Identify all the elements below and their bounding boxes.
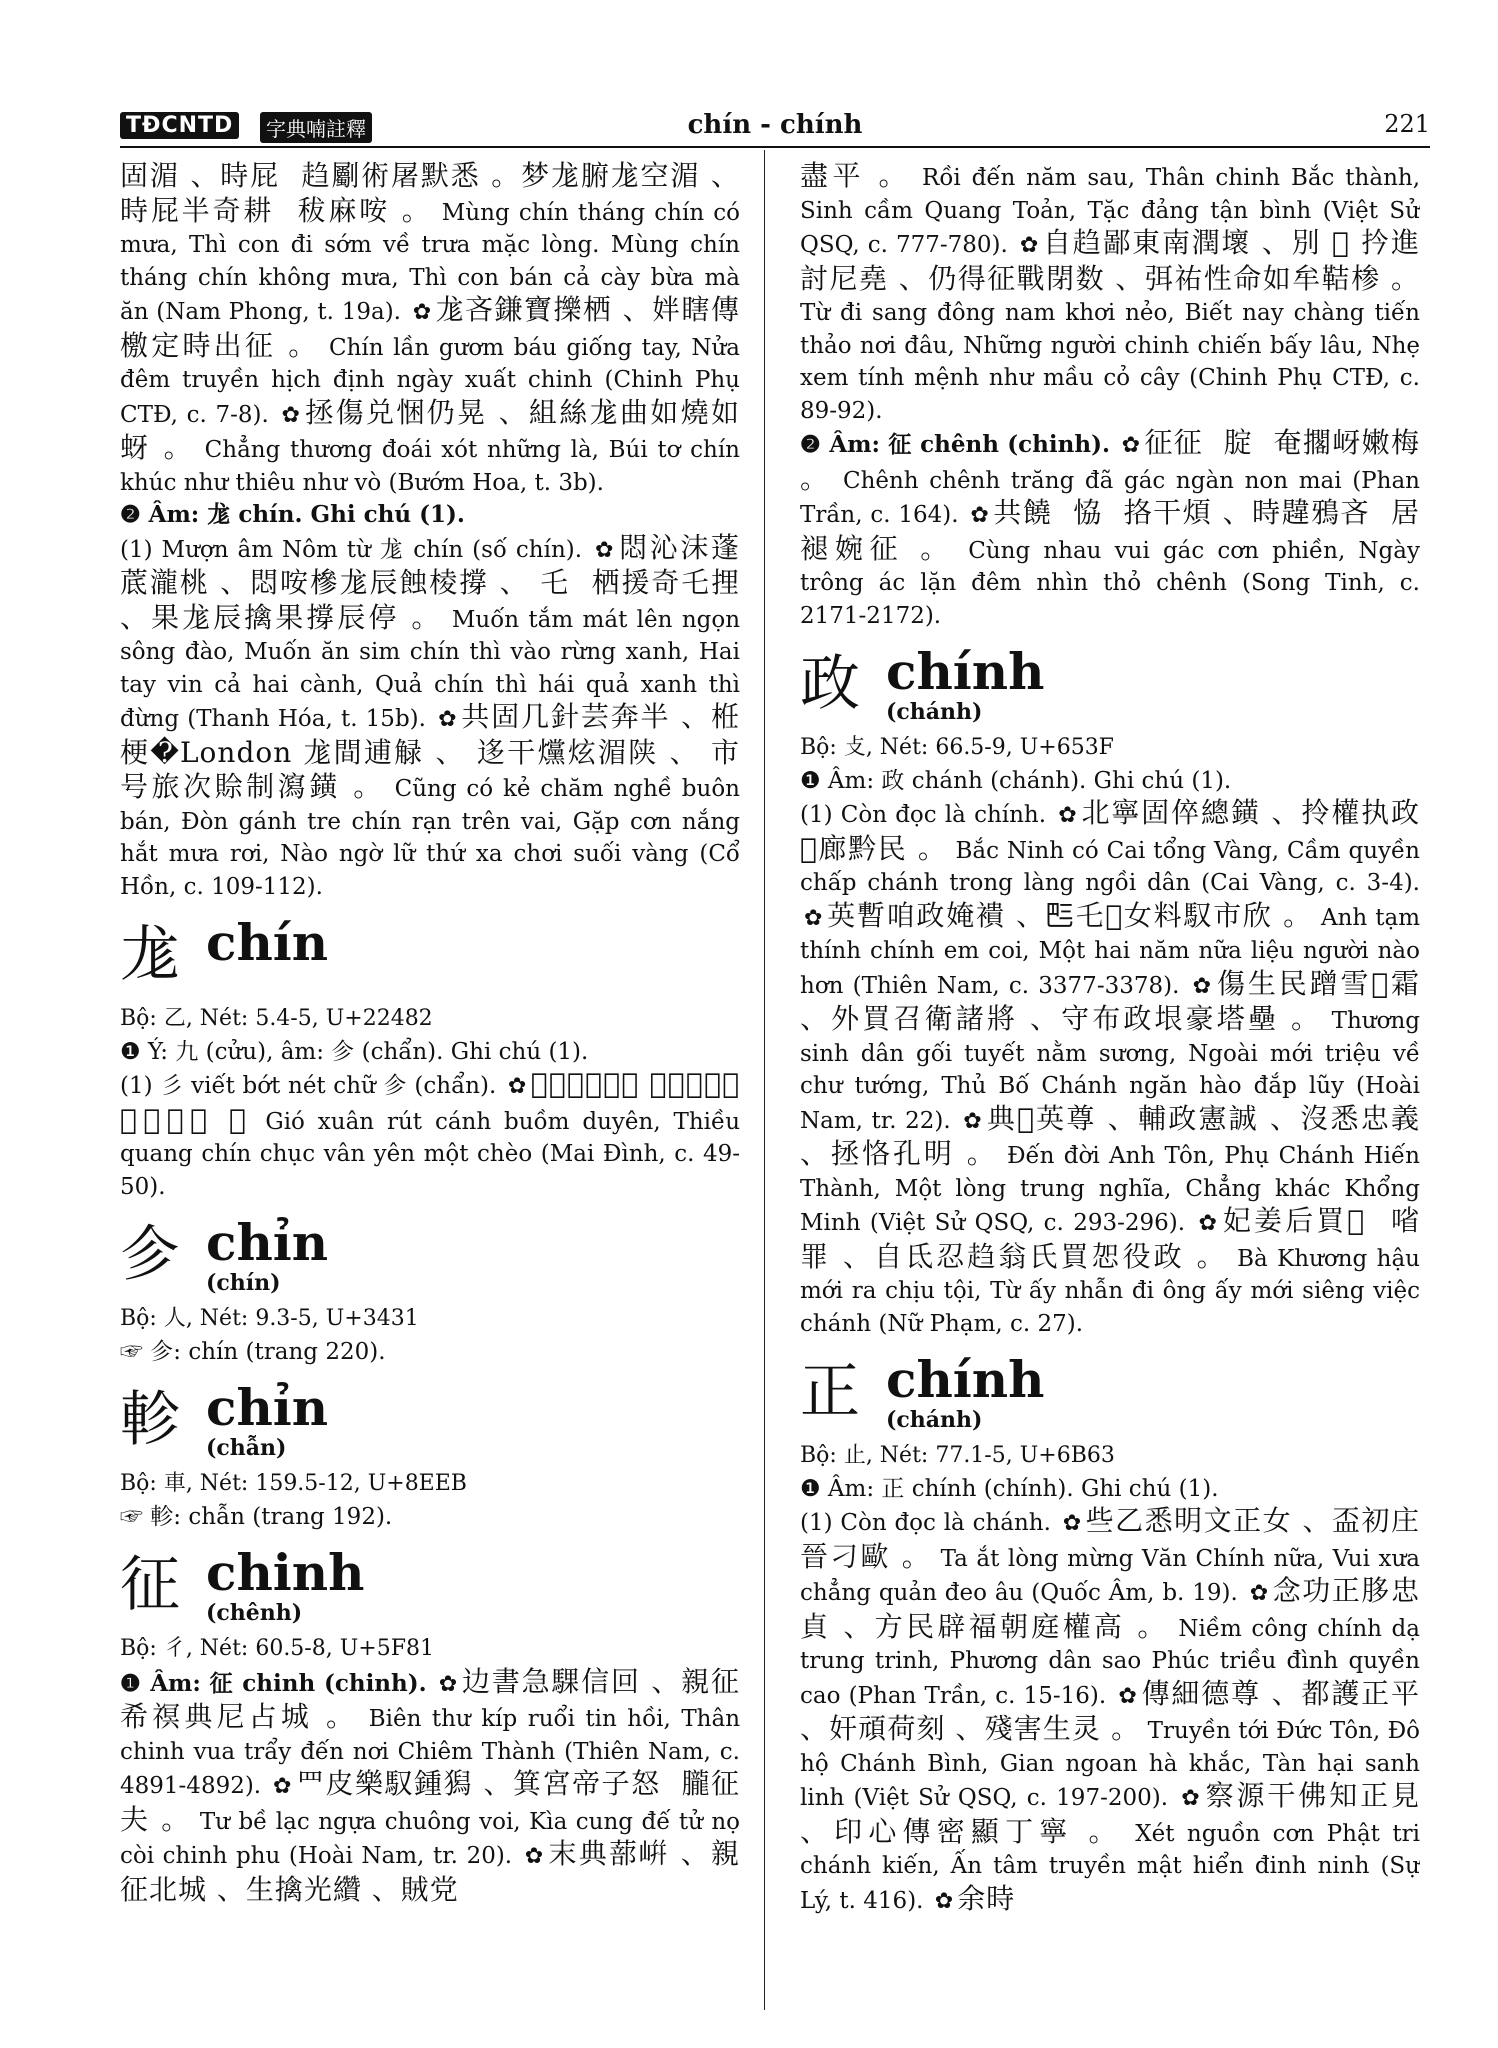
entry-chinh: [120, 1545, 740, 1908]
flower-icon: ✿: [281, 402, 302, 428]
entry-meta: Bộ: 攴, Nét: 66.5-9, U+653F: [800, 735, 1114, 760]
entry-character: 尨: [120, 920, 180, 990]
sense-note: (1) 彡 viết bớt nét chữ 㐱 (chẩn). ✿ 𩙌春捽翅帆緣 、韶光尨㥀雲煙沒𨖅 。 Gió xuân rút cánh buồm duyên, Thiều quang chín chục vân yên một chèo (Mai Đình, c. 49-50).: [120, 1067, 740, 1200]
headword-alt: (chín): [206, 1270, 281, 1296]
flower-icon: ✿: [1058, 803, 1078, 828]
page-header: [120, 110, 1430, 148]
flower-icon: ✿: [1019, 233, 1040, 258]
flower-icon: ✿: [970, 503, 990, 528]
sense: ❶ Âm: 正 chính (chính). Ghi chú (1).: [800, 1475, 1219, 1502]
flower-icon: ✿: [272, 1774, 292, 1799]
cross-reference: ☞ 㐱: chín (trang 220).: [120, 1338, 386, 1365]
entry-meta: Bộ: 止, Nét: 77.1-5, U+6B63: [800, 1443, 1115, 1468]
headword: chín: [206, 913, 329, 972]
flower-icon: ✿: [1118, 1683, 1138, 1709]
continued-example: 固湄 、時屁 ​​ 趋劚術屠默悉 。梦尨腑尨空湄 、時屁半奇耕 ​​ 秡麻咹 。 Mùng chín tháng chín có mưa, Thì con đi sớm về trưa mặc lòng. Mùng chín tháng chín không mưa, Thì con bán cả cày bừa mà ăn (Nam Phong, t. 19a). ✿ 尨吝鎌寶擽栖 、姅瞎傳檄定時出征 。 Chín lần gươm báu giống tay, Nửa đêm truyền hịch định ngày xuất chinh (Chinh Phụ CTĐ, c. 7-8). ✿ 拯傷兑悃仍晃 、組絲尨曲如燒如蚜 。 Chẳng thương đoái xót những là, Búi tơ chín khúc như thiêu như vò (Bướm Hoa, t. 3b).: [120, 160, 740, 496]
headword: chỉn: [206, 1378, 329, 1437]
entry-character: 征: [120, 1550, 180, 1620]
cross-reference: ☞ 軫: chẫn (trang 192).: [120, 1503, 393, 1530]
entry-meta: Bộ: 人, Nét: 9.3-5, U+3431: [120, 1306, 419, 1331]
entry-character: 正: [800, 1357, 860, 1427]
flower-icon: ✿: [1121, 433, 1141, 458]
running-title: chín - chính: [687, 110, 863, 140]
headword: chỉn: [206, 1213, 329, 1272]
column-divider: [764, 150, 765, 2010]
headword-alt: (chẫn): [206, 1435, 287, 1461]
flower-icon: ✿: [595, 537, 616, 563]
headword: chính: [886, 1350, 1045, 1409]
entry-character: 軫: [120, 1385, 180, 1455]
entry-chinh-zheng2: [800, 1352, 1420, 1918]
flower-icon: ✿: [963, 1108, 983, 1134]
headword: chính: [886, 642, 1045, 701]
flower-icon: ✿: [1249, 1581, 1269, 1606]
entry-meta: Bộ: 乙, Nét: 5.4-5, U+22482: [120, 1006, 433, 1031]
sense: ❷ Âm: 征 chênh (chinh). ✿ 征征 ​​ 腚 ​​ 奄擱岈嫩梅 。 Chênh chênh trăng đã gác ngàn non mai (Phan Trần, c. 164). ✿ 共饒 ​​ 恊 ​​ 挌干煩 、時韙鴉吝 ​​ 居褪婉征 。 Cùng nhau vui gác cơn phiền, Ngày trông ác lặn đêm nhìn thỏ chênh (Song Tinh, c. 2171-2172).: [800, 426, 1420, 629]
flower-icon: ✿: [412, 300, 432, 325]
entry-chin-2: [120, 1215, 740, 1368]
entry-meta: Bộ: 車, Nét: 159.5-12, U+8EEB: [120, 1471, 467, 1496]
entry-character: 㐱: [120, 1220, 180, 1290]
flower-icon: ✿: [507, 1074, 527, 1099]
headword-alt: (chánh): [886, 699, 983, 725]
flower-icon: ✿: [438, 707, 458, 732]
headword-alt: (chênh): [206, 1600, 303, 1626]
sense: ❶ Ý: 九 (cửu), âm: 㐱 (chẩn). Ghi chú (1).: [120, 1038, 589, 1065]
left-column: [120, 160, 740, 2010]
continued-example: 盡平 。 Rồi đến năm sau, Thân chinh Bắc thành, Sinh cầm Quang Toản, Tặc đảng tận bình (Việt Sử QSQ, c. 777-780). ✿ 自趋鄙東南潤壞 、別 𠳨 扲進討尼堯 、仍得征戰閉数 、弭祐性命如牟鞊椮 。 Từ đi sang đông nam khơi nẻo, Biết nay chàng tiến thảo nơi đâu, Những người chinh chiến bấy lâu, Nhẹ xem tính mệnh như mầu cỏ cây (Chinh Phụ CTĐ, c. 89-92).: [800, 160, 1420, 424]
entry-chinh-zheng: [800, 644, 1420, 1340]
page-number: 221: [1384, 110, 1430, 138]
headword: chinh: [206, 1543, 365, 1602]
flower-icon: ✿: [438, 1671, 458, 1697]
sense-note: (1) Còn đọc là chánh. ✿ 些乙悉明文正女 、盃初庄晉刁歐 。 Ta ắt lòng mừng Văn Chính nữa, Vui xưa chẳng quản đeo âu (Quốc Âm, b. 19). ✿ 念功正䏧忠貞 、方民辟福朝庭權高 。 Niềm công chính dạ trung trinh, Phương dân sao Phúc triều đình quyền cao (Phan Trần, c. 15-16). ✿ 傳細德尊 、都護正平 、奸頑荷刻 、殘害生灵 。 Truyền tới Đức Tôn, Đô hộ Chánh Bình, Gian ngoan hà khắc, Tàn hại sanh linh (Việt Sử QSQ, c. 197-200). ✿ 察源干佛知正見 、印心傳密顯丁寧 。 Xét nguồn cơn Phật tri chánh kiến, Ấn tâm truyền mật hiển đinh ninh (Sự Lý, t. 416). ✿ 余時: [800, 1504, 1420, 1915]
flower-icon: ✿: [1192, 973, 1213, 999]
entry-chin-3: [120, 1380, 740, 1533]
series-logo-nom: 字典喃註釋: [260, 112, 372, 143]
headword-alt: (chánh): [886, 1407, 983, 1433]
sense-note: (1) Còn đọc là chính. ✿ 北寧固倅總鐄 、拎權执政𥙩廊黔民 。 Bắc Ninh có Cai tổng Vàng, Cầm quyền chấp chánh trong làng ngồi dân (Cai Vàng, c. 3-4). ✿ 英暫咱政㛪䙡 、𠀧乇𢆥女料馭市欣 。 Anh tạm thính chính em coi, Một hai năm nữa liệu người nào hơn (Thiên Nam, c. 3377-3378). ✿ 傷生民蹭雪𦝄霜 、外買召衛諸將 、守布政垠豪塔壘 。 Thương sinh dân gối tuyết nằm sương, Ngoài mới triệu về chư tướng, Thủ Bố Chánh ngăn hào đắp lũy (Hoài Nam, tr. 22). ✿ 典𠁀英尊 、輔政憲誠 、沒悉忠義 、拯恪孔明 。 Đến đời Anh Tôn, Phụ Chánh Hiến Thành, Một lòng trung nghĩa, Chẳng khác Khổng Minh (Việt Sử QSQ, c. 293-296). ✿ 妃姜后買𨁪 ​​ 㗂罪 、自氐忍趋翁氏買㤎役政 。 Bà Khương hậu mới ra chịu tội, Từ ấy nhẫn đi ông ấy mới siêng việc chánh (Nữ Phạm, c. 27).: [800, 796, 1420, 1337]
right-column: [800, 160, 1420, 2010]
flower-icon: ✿: [1198, 1211, 1219, 1236]
flower-icon: ✿: [1181, 1786, 1202, 1811]
flower-icon: ✿: [524, 1844, 545, 1869]
series-logo: TĐCNTD: [120, 112, 239, 139]
entry-meta: Bộ: 彳, Nét: 60.5-8, U+5F81: [120, 1636, 434, 1661]
sense: ❶ Âm: 政 chánh (chánh). Ghi chú (1).: [800, 767, 1232, 794]
entry-character: 政: [800, 649, 860, 719]
sense: ❶ Âm: 征 chinh (chinh). ✿ 边書急騍信回 、親征希䄙典尼占城 。 Biên thư kíp ruổi tin hồi, Thân chinh vua trẩy đến nơi Chiêm Thành (Thiên Nam, c. 4891-4892). ✿ 罒皮樂馭鍾獡 、箕宮帝子怒 ​​ 朧征夫 。 Tư bề lạc ngựa chuông voi, Kìa cung đế tử nọ còi chinh phu (Hoài Nam, tr. 20). ✿ 末典蔀𡸫 、親征北城 、生擒光纘 、賊党: [120, 1664, 740, 1906]
flower-icon: ✿: [934, 1888, 954, 1914]
sense-note: (1) Mượn âm Nôm từ 尨 chín (số chín). ✿ 悶沁沫蓬菧瀧桃 、悶咹槮尨辰蝕棱撐 、 乇 ​​ 栖援奇乇捚 、果尨辰擒果撐辰停 。 Muốn tắm mát lên ngọn sông đào, Muốn ăn sim chín thì vào rừng xanh, Hai tay vin cả hai cành, Quả chín thì hái quả xanh thì đừng (Thanh Hóa, t. 15b). ✿ 共固几針芸奔半 、栣梗�London 尨間逋觮 、 迻干爣炫湄陕 、 市 号旅次賒制瀉鐄 。 Cũng có kẻ chăm nghề buôn bán, Đòn gánh tre chín rạn trên vai, Gặp cơn nắng hắt mưa rơi, Nào ngờ lữ thứ xa chơi suối vàng (Cổ Hồn, c. 109-112).: [120, 530, 740, 900]
flower-icon: ✿: [1062, 1511, 1082, 1536]
flower-icon: ✿: [804, 905, 824, 931]
entry-chin-1: [120, 915, 740, 1203]
sense-heading: ❷ Âm: 尨 chín. Ghi chú (1).: [120, 501, 465, 528]
